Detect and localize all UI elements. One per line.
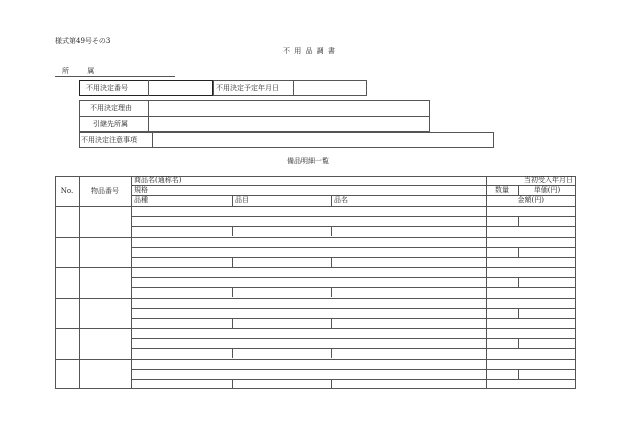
- transfer-dest-label: 引継先所属: [93, 119, 128, 128]
- reason-field[interactable]: [151, 100, 427, 116]
- table-row-class-divider: [331, 287, 332, 297]
- table-row-separator: [55, 359, 576, 360]
- table-row-separator: [55, 328, 576, 329]
- header-item-number: 物品番号: [91, 186, 119, 195]
- scheduled-date-field[interactable]: [296, 80, 364, 96]
- notes-field[interactable]: [155, 132, 491, 148]
- notes-label: 不用決定注意事項: [81, 135, 137, 144]
- table-row-category-divider: [232, 379, 233, 389]
- header-category-divider: [232, 195, 233, 206]
- table-row-no[interactable]: [55, 267, 79, 298]
- table-row-item-number[interactable]: [79, 206, 131, 237]
- disposal-number-field[interactable]: [151, 80, 211, 96]
- table-row-qty-divider: [518, 216, 519, 226]
- table-row-item-number[interactable]: [79, 298, 131, 329]
- table-row-qty-divider: [518, 247, 519, 257]
- table-row-category-divider: [232, 226, 233, 236]
- disposal-number-divider: [148, 80, 149, 96]
- page-title: 不 用 品 調 書: [283, 47, 336, 55]
- table-row-subline: [131, 308, 576, 309]
- table-row-subline: [131, 257, 576, 258]
- table-row-subline: [131, 226, 576, 227]
- table-row-no[interactable]: [55, 206, 79, 237]
- table-row-subline: [131, 379, 576, 380]
- table-row-subline: [131, 369, 576, 370]
- col-divider-item-number: [131, 176, 132, 389]
- table-row-qty-divider: [518, 369, 519, 379]
- header-product-name: 商品名(通称名): [134, 176, 182, 184]
- table-row-subline: [131, 216, 576, 217]
- form-number: 様式第49号その3: [55, 37, 111, 45]
- header-quantity: 数量: [495, 185, 509, 194]
- transfer-dest-field[interactable]: [151, 116, 427, 132]
- table-row-subline: [131, 287, 576, 288]
- table-row-no[interactable]: [55, 237, 79, 268]
- table-row-item-number[interactable]: [79, 328, 131, 359]
- reason-transfer-divider-v: [148, 100, 149, 132]
- table-row-class-divider: [331, 348, 332, 358]
- table-row-separator: [55, 267, 576, 268]
- table-row-subline: [131, 348, 576, 349]
- scheduled-date-divider: [293, 80, 294, 96]
- table-row-separator: [55, 298, 576, 299]
- table-row-no[interactable]: [55, 298, 79, 329]
- table-row-no[interactable]: [55, 328, 79, 359]
- table-row-category-divider: [232, 318, 233, 328]
- disposal-number-label: 不用決定番号: [86, 83, 128, 92]
- header-amount: 金額(円): [517, 196, 544, 204]
- header-acquired-date: 当初受入年月日: [524, 176, 573, 184]
- table-row-category-divider: [232, 257, 233, 267]
- detail-table: [55, 176, 576, 389]
- scheduled-date-label: 不用決定予定年月日: [216, 83, 279, 92]
- header-category: 品種: [134, 196, 148, 204]
- header-name: 品名: [334, 196, 348, 204]
- table-row-subline: [131, 338, 576, 339]
- affiliation-underline: [55, 76, 175, 77]
- header-class-divider: [331, 195, 332, 206]
- table-row-class-divider: [331, 257, 332, 267]
- table-row-category-divider: [232, 348, 233, 358]
- table-row-no[interactable]: [55, 359, 79, 390]
- header-item-class: 品目: [235, 196, 249, 204]
- table-row-class-divider: [331, 226, 332, 236]
- table-row-separator: [55, 237, 576, 238]
- header-unit-price: 単価(円): [533, 185, 561, 194]
- table-section-title: 備品明細一覧: [287, 157, 329, 165]
- table-row-qty-divider: [518, 338, 519, 348]
- table-row-class-divider: [331, 318, 332, 328]
- table-row-subline: [131, 247, 576, 248]
- table-row-qty-divider: [518, 308, 519, 318]
- table-row-category-divider: [232, 287, 233, 297]
- header-no: No.: [60, 186, 74, 195]
- table-row-item-number[interactable]: [79, 237, 131, 268]
- col-divider-acquired: [486, 176, 487, 389]
- affiliation-label: 所 属: [62, 67, 103, 75]
- header-bottom-line: [55, 206, 576, 207]
- table-row-class-divider: [331, 379, 332, 389]
- table-row-subline: [131, 277, 576, 278]
- table-row-qty-divider: [518, 277, 519, 287]
- table-row-subline: [131, 318, 576, 319]
- header-spec: 規格: [134, 185, 148, 194]
- table-row-item-number[interactable]: [79, 267, 131, 298]
- reason-label: 不用決定理由: [90, 103, 132, 112]
- notes-divider: [152, 132, 153, 148]
- table-row-item-number[interactable]: [79, 359, 131, 390]
